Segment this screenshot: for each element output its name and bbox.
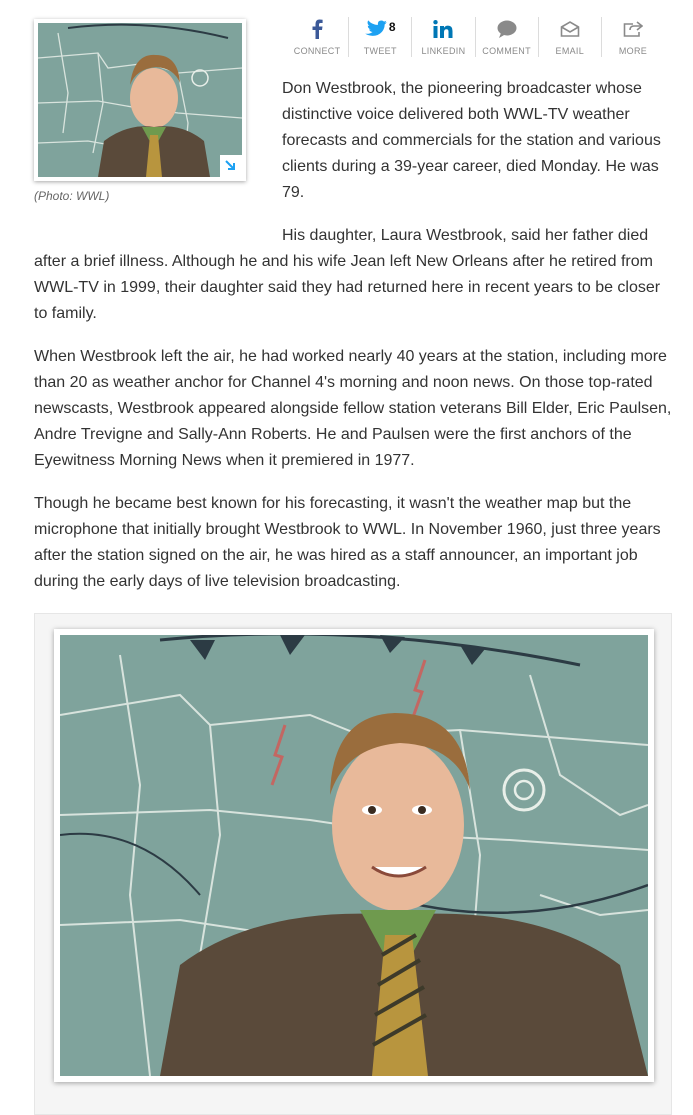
tweet-count: 8	[388, 20, 396, 34]
email-icon	[560, 21, 580, 37]
share-more-icon	[623, 21, 643, 37]
comment-icon	[497, 20, 517, 38]
photo-caption: (Photo: WWL)	[34, 189, 110, 203]
facebook-icon	[311, 19, 323, 39]
share-more-button[interactable]	[602, 17, 664, 57]
twitter-icon	[365, 20, 387, 38]
arrow-expand-icon	[224, 159, 236, 171]
article-paragraph: Though he became best known for his forecasting, it wasn't the weather map but the microphone that initially brought Westbrook to WWL. In November 1960, just three years after the station signed on the air, he was hired as a staff announcer, an important job during the early days of live television broadcasting.	[34, 495, 661, 590]
gallery-photo[interactable]	[54, 629, 654, 1082]
share-connect-label: CONNECT	[293, 46, 341, 56]
share-connect-button[interactable]	[286, 17, 349, 57]
share-comment-label: COMMENT	[482, 46, 531, 56]
portrait-photo-thumb	[38, 23, 242, 177]
share-email-label: EMAIL	[555, 46, 585, 56]
share-comment-button[interactable]	[476, 17, 539, 57]
expand-photo-button[interactable]	[220, 155, 242, 177]
linkedin-icon	[433, 20, 453, 38]
share-tweet-button[interactable]	[349, 17, 412, 57]
share-bar	[286, 17, 664, 57]
share-linkedin-label: LINKEDIN	[421, 46, 466, 56]
share-email-button[interactable]	[539, 17, 602, 57]
portrait-photo-large	[60, 635, 648, 1076]
article-paragraph: His daughter, Laura Westbrook, said her father died after a brief illness. Although he and his wife Jean left New Orleans after he retired from WWL-TV in 1999, their daughter said they had returned here in recent years to be closer to family.	[34, 227, 661, 322]
thumbnail-photo[interactable]	[34, 19, 246, 181]
share-more-label: MORE	[618, 46, 648, 56]
article-paragraph: When Westbrook left the air, he had worked nearly 40 years at the station, including more than 20 as weather anchor for Channel 4's morning and noon news. On those top-rated newscasts, Westbrook appeared alongside fellow station veterans Bill Elder, Eric Paulsen, Andre Trevigne and Sally-Ann Roberts. He and Paulsen were the first anchors of the Eyewitness Morning News when it premiered in 1977.	[34, 348, 672, 469]
share-linkedin-button[interactable]	[412, 17, 475, 57]
share-tweet-label: TWEET	[363, 46, 397, 56]
article-paragraph: Don Westbrook, the pioneering broadcaster whose distinctive voice delivered both WWL-TV weather forecasts and commercials for the station and various clients during a 39-year career, died Monday. He was 79.	[282, 80, 661, 201]
